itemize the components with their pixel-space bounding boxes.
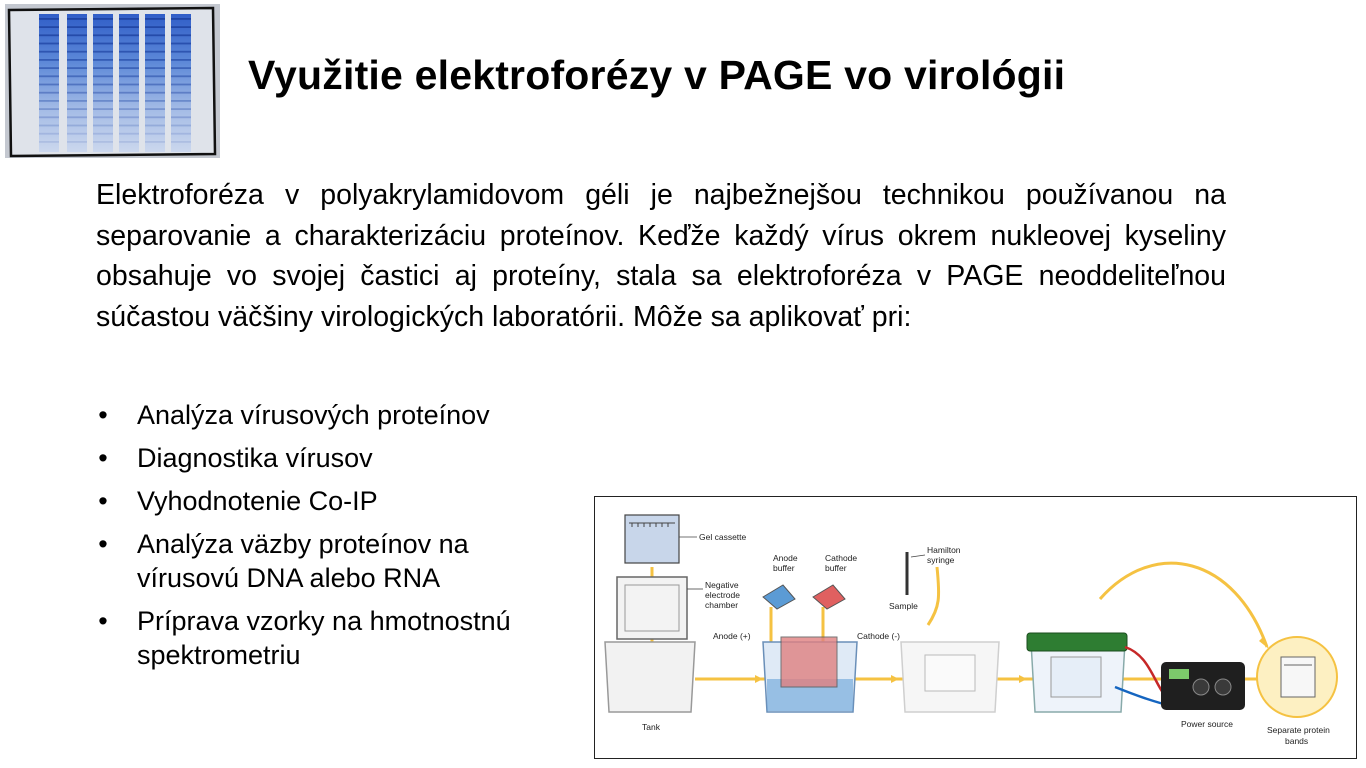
gel-band [93, 59, 113, 61]
gel-band [39, 75, 59, 77]
gel-band [171, 108, 191, 110]
arrow-icon [1019, 675, 1027, 683]
gel-band [39, 43, 59, 45]
svg-text:buffer: buffer [825, 563, 847, 573]
gel-band [93, 108, 113, 110]
gel-band [119, 92, 139, 94]
gel-cassette-label: Gel cassette [699, 532, 747, 542]
gel-band [145, 141, 165, 143]
gel-band [67, 75, 87, 77]
gel-band [145, 116, 165, 118]
gel-band [67, 100, 87, 102]
gel-band [171, 100, 191, 102]
gel-band [119, 108, 139, 110]
bullet-icon: • [98, 529, 108, 559]
svg-text:Anode (+): Anode (+) [713, 631, 751, 641]
tank-label: Tank [642, 722, 660, 732]
gel-band [93, 67, 113, 69]
gel-band [145, 43, 165, 45]
gel-band [119, 59, 139, 61]
gel-band [171, 34, 191, 36]
gel-band [39, 108, 59, 110]
gel-band [93, 100, 113, 102]
svg-text:Separate protein: Separate protein [1267, 725, 1330, 735]
svg-text:bands: bands [1285, 736, 1309, 746]
gel-band [145, 108, 165, 110]
gel-band [145, 84, 165, 86]
gel-band [67, 43, 87, 45]
gel-band [171, 18, 191, 20]
gel-band [93, 84, 113, 86]
arrow-icon [891, 675, 899, 683]
gel-band [145, 125, 165, 127]
gel-band [67, 34, 87, 36]
bullet-icon: • [98, 443, 108, 473]
gel-band [119, 26, 139, 28]
svg-text:Negative: Negative [705, 580, 739, 590]
gel-band [93, 26, 113, 28]
slide-title: Využitie elektroforézy v PAGE vo virológii [248, 52, 1066, 98]
list-item: • Analýza vírusových proteínov [96, 398, 576, 432]
gel-band [67, 133, 87, 135]
svg-text:Anode: Anode [773, 553, 798, 563]
gel-band [145, 75, 165, 77]
gel-band [145, 18, 165, 20]
gel-band [119, 100, 139, 102]
gel-band [39, 59, 59, 61]
gel-band [39, 116, 59, 118]
gel-band [39, 92, 59, 94]
list-item: • Analýza väzby proteínov na vírusovú DNA alebo RNA [96, 527, 576, 595]
gel-band [171, 43, 191, 45]
gel-band [171, 133, 191, 135]
arrow-icon [755, 675, 763, 683]
gel-band [171, 125, 191, 127]
gel-band [171, 92, 191, 94]
gel-band [39, 100, 59, 102]
gel-band [67, 26, 87, 28]
gel-band [93, 18, 113, 20]
gel-band [67, 18, 87, 20]
gel-band [145, 26, 165, 28]
gel-band [39, 141, 59, 143]
gel-band [171, 141, 191, 143]
intro-paragraph: Elektroforéza v polyakrylamidovom géli je najbežnejšou technikou používanou na separovanie a charakterizáciu proteínov. Keďže každý vírus okrem nukleovej kyseliny obsahuje vo svojej častici aj proteíny, stala sa elektroforéza v PAGE neoddeliteľnou súčastou väčšiny virologických laboratórii. Môže sa aplikovať pri: [96, 179, 1226, 333]
gel-band [67, 67, 87, 69]
gel-band [67, 92, 87, 94]
gel-band [171, 75, 191, 77]
gel-band [67, 51, 87, 53]
svg-text:Cathode (-): Cathode (-) [857, 631, 900, 641]
gel-band [145, 92, 165, 94]
gel-band [67, 108, 87, 110]
list-item: • Príprava vzorky na hmotnostnú spektrometriu [96, 604, 576, 672]
gel-band [39, 26, 59, 28]
svg-text:Sample: Sample [889, 601, 918, 611]
gel-band [145, 133, 165, 135]
gel-band [119, 51, 139, 53]
gel-band [93, 116, 113, 118]
svg-text:buffer: buffer [773, 563, 795, 573]
gel-band [39, 84, 59, 86]
bullet-icon: • [98, 486, 108, 516]
gel-band [67, 141, 87, 143]
gel-band [67, 125, 87, 127]
power-source-label: Power source [1181, 719, 1233, 729]
gel-photo [5, 4, 220, 158]
gel-band [119, 43, 139, 45]
svg-text:Cathode: Cathode [825, 553, 858, 563]
gel-band [67, 84, 87, 86]
gel-band [93, 133, 113, 135]
gel-band [145, 100, 165, 102]
list-item: • Diagnostika vírusov [96, 441, 576, 475]
gel-band [145, 67, 165, 69]
gel-band [39, 51, 59, 53]
gel-band [119, 141, 139, 143]
gel-band [119, 84, 139, 86]
gel-band [39, 133, 59, 135]
gel-band [67, 116, 87, 118]
gel-band [119, 125, 139, 127]
gel-band [67, 59, 87, 61]
gel-band [93, 125, 113, 127]
gel-band [93, 75, 113, 77]
gel-band [93, 43, 113, 45]
electrophoresis-diagram [594, 496, 1357, 759]
bullet-icon: • [98, 400, 108, 430]
gel-band [119, 67, 139, 69]
gel-band [39, 18, 59, 20]
svg-text:chamber: chamber [705, 600, 739, 610]
gel-band [171, 67, 191, 69]
gel-band [93, 34, 113, 36]
gel-band [145, 51, 165, 53]
gel-band [119, 34, 139, 36]
bullet-icon: • [98, 606, 108, 636]
svg-text:syringe: syringe [927, 555, 955, 565]
gel-band [93, 92, 113, 94]
gel-band [39, 125, 59, 127]
gel-band [119, 133, 139, 135]
gel-band [119, 116, 139, 118]
gel-band [39, 34, 59, 36]
list-item: • Vyhodnotenie Co-IP [96, 484, 576, 518]
gel-band [93, 141, 113, 143]
svg-text:Hamilton: Hamilton [927, 545, 961, 555]
gel-band [145, 59, 165, 61]
bullet-list [96, 398, 576, 681]
gel-band [145, 34, 165, 36]
gel-band [171, 59, 191, 61]
gel-band [119, 75, 139, 77]
gel-band [171, 116, 191, 118]
svg-text:electrode: electrode [705, 590, 740, 600]
gel-band [171, 84, 191, 86]
gel-band [119, 18, 139, 20]
gel-band [171, 51, 191, 53]
gel-band [39, 67, 59, 69]
gel-band [93, 51, 113, 53]
gel-band [171, 26, 191, 28]
